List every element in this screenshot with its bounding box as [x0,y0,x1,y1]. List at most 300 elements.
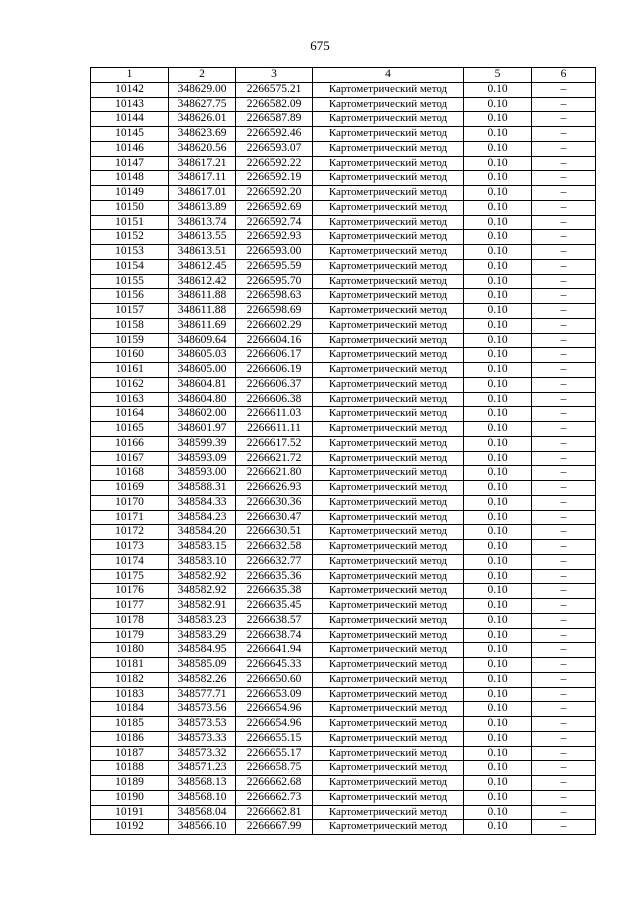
table-row [91,112,596,127]
accuracy-cell: 0.10 [464,392,532,407]
note-cell: – [532,746,596,761]
table-row [91,289,596,304]
accuracy-cell: 0.10 [464,230,532,245]
point-number-cell: 10172 [91,525,169,540]
method-cell: Картометрический метод [313,230,464,245]
y-coordinate-cell: 2266654.96 [236,702,313,717]
accuracy-cell: 0.10 [464,245,532,260]
table-row [91,746,596,761]
y-coordinate-cell: 2266653.09 [236,687,313,702]
y-coordinate-cell: 2266655.15 [236,731,313,746]
note-cell: – [532,790,596,805]
x-coordinate-cell: 348573.53 [169,717,236,732]
y-coordinate-cell: 2266658.75 [236,761,313,776]
table-row [91,82,596,97]
x-coordinate-cell: 348582.26 [169,672,236,687]
x-coordinate-cell: 348617.01 [169,186,236,201]
table-row [91,540,596,555]
table-row [91,731,596,746]
table-row [91,245,596,260]
point-number-cell: 10147 [91,156,169,171]
x-coordinate-cell: 348584.33 [169,495,236,510]
note-cell: – [532,348,596,363]
x-coordinate-cell: 348568.13 [169,776,236,791]
method-cell: Картометрический метод [313,584,464,599]
method-cell: Картометрический метод [313,156,464,171]
note-cell: – [532,215,596,230]
y-coordinate-cell: 2266602.29 [236,318,313,333]
note-cell: – [532,805,596,820]
x-coordinate-cell: 348620.56 [169,141,236,156]
y-coordinate-cell: 2266638.57 [236,613,313,628]
method-cell: Картометрический метод [313,407,464,422]
note-cell: – [532,259,596,274]
column-header-5: 5 [464,68,532,83]
accuracy-cell: 0.10 [464,643,532,658]
y-coordinate-cell: 2266611.11 [236,422,313,437]
table-row [91,259,596,274]
y-coordinate-cell: 2266632.58 [236,540,313,555]
table-row [91,717,596,732]
x-coordinate-cell: 348582.91 [169,599,236,614]
table-row [91,127,596,142]
note-cell: – [532,304,596,319]
x-coordinate-cell: 348573.33 [169,731,236,746]
point-number-cell: 10152 [91,230,169,245]
point-number-cell: 10170 [91,495,169,510]
x-coordinate-cell: 348568.10 [169,790,236,805]
method-cell: Картометрический метод [313,761,464,776]
note-cell: – [532,289,596,304]
x-coordinate-cell: 348617.11 [169,171,236,186]
table-row [91,318,596,333]
table-body [91,82,596,834]
note-cell: – [532,230,596,245]
x-coordinate-cell: 348593.00 [169,466,236,481]
accuracy-cell: 0.10 [464,112,532,127]
table-row [91,200,596,215]
note-cell: – [532,481,596,496]
accuracy-cell: 0.10 [464,422,532,437]
point-number-cell: 10153 [91,245,169,260]
y-coordinate-cell: 2266606.17 [236,348,313,363]
method-cell: Картометрический метод [313,333,464,348]
table-row [91,628,596,643]
method-cell: Картометрический метод [313,245,464,260]
method-cell: Картометрический метод [313,97,464,112]
y-coordinate-cell: 2266592.93 [236,230,313,245]
table-row [91,643,596,658]
method-cell: Картометрический метод [313,628,464,643]
x-coordinate-cell: 348573.32 [169,746,236,761]
point-number-cell: 10169 [91,481,169,496]
point-number-cell: 10165 [91,422,169,437]
page-number: 675 [310,38,330,53]
y-coordinate-cell: 2266598.69 [236,304,313,319]
x-coordinate-cell: 348583.10 [169,554,236,569]
point-number-cell: 10159 [91,333,169,348]
x-coordinate-cell: 348627.75 [169,97,236,112]
point-number-cell: 10156 [91,289,169,304]
y-coordinate-cell: 2266626.93 [236,481,313,496]
point-number-cell: 10166 [91,436,169,451]
accuracy-cell: 0.10 [464,658,532,673]
accuracy-cell: 0.10 [464,584,532,599]
method-cell: Картометрический метод [313,495,464,510]
y-coordinate-cell: 2266655.17 [236,746,313,761]
note-cell: – [532,495,596,510]
method-cell: Картометрический метод [313,672,464,687]
x-coordinate-cell: 348584.95 [169,643,236,658]
x-coordinate-cell: 348609.64 [169,333,236,348]
point-number-cell: 10154 [91,259,169,274]
method-cell: Картометрический метод [313,569,464,584]
accuracy-cell: 0.10 [464,790,532,805]
y-coordinate-cell: 2266606.19 [236,363,313,378]
point-number-cell: 10160 [91,348,169,363]
table-row [91,510,596,525]
point-number-cell: 10155 [91,274,169,289]
accuracy-cell: 0.10 [464,304,532,319]
x-coordinate-cell: 348626.01 [169,112,236,127]
y-coordinate-cell: 2266592.69 [236,200,313,215]
method-cell: Картометрический метод [313,731,464,746]
table-row [91,171,596,186]
y-coordinate-cell: 2266638.74 [236,628,313,643]
note-cell: – [532,141,596,156]
note-cell: – [532,643,596,658]
x-coordinate-cell: 348613.74 [169,215,236,230]
accuracy-cell: 0.10 [464,495,532,510]
method-cell: Картометрический метод [313,436,464,451]
note-cell: – [532,451,596,466]
method-cell: Картометрический метод [313,776,464,791]
point-number-cell: 10178 [91,613,169,628]
accuracy-cell: 0.10 [464,805,532,820]
note-cell: – [532,377,596,392]
y-coordinate-cell: 2266593.00 [236,245,313,260]
method-cell: Картометрический метод [313,200,464,215]
y-coordinate-cell: 2266592.74 [236,215,313,230]
note-cell: – [532,363,596,378]
accuracy-cell: 0.10 [464,289,532,304]
method-cell: Картометрический метод [313,658,464,673]
method-cell: Картометрический метод [313,510,464,525]
note-cell: – [532,156,596,171]
y-coordinate-cell: 2266654.96 [236,717,313,732]
column-header-3: 3 [236,68,313,83]
table-row [91,687,596,702]
y-coordinate-cell: 2266592.19 [236,171,313,186]
point-number-cell: 10174 [91,554,169,569]
table-row [91,790,596,805]
table-row [91,820,596,835]
x-coordinate-cell: 348585.09 [169,658,236,673]
method-cell: Картометрический метод [313,171,464,186]
point-number-cell: 10143 [91,97,169,112]
point-number-cell: 10183 [91,687,169,702]
note-cell: – [532,540,596,555]
note-cell: – [532,436,596,451]
x-coordinate-cell: 348612.42 [169,274,236,289]
note-cell: – [532,112,596,127]
point-number-cell: 10181 [91,658,169,673]
accuracy-cell: 0.10 [464,687,532,702]
method-cell: Картометрический метод [313,451,464,466]
y-coordinate-cell: 2266598.63 [236,289,313,304]
y-coordinate-cell: 2266621.80 [236,466,313,481]
method-cell: Картометрический метод [313,141,464,156]
x-coordinate-cell: 348613.55 [169,230,236,245]
point-number-cell: 10186 [91,731,169,746]
accuracy-cell: 0.10 [464,186,532,201]
accuracy-cell: 0.10 [464,436,532,451]
point-number-cell: 10167 [91,451,169,466]
x-coordinate-cell: 348611.88 [169,289,236,304]
x-coordinate-cell: 348612.45 [169,259,236,274]
y-coordinate-cell: 2266604.16 [236,333,313,348]
y-coordinate-cell: 2266575.21 [236,82,313,97]
table-row [91,525,596,540]
note-cell: – [532,127,596,142]
method-cell: Картометрический метод [313,392,464,407]
accuracy-cell: 0.10 [464,97,532,112]
accuracy-cell: 0.10 [464,259,532,274]
point-number-cell: 10176 [91,584,169,599]
y-coordinate-cell: 2266606.38 [236,392,313,407]
x-coordinate-cell: 348623.69 [169,127,236,142]
table-row [91,569,596,584]
accuracy-cell: 0.10 [464,377,532,392]
table-row [91,377,596,392]
method-cell: Картометрический метод [313,82,464,97]
point-number-cell: 10171 [91,510,169,525]
x-coordinate-cell: 348605.03 [169,348,236,363]
table-row [91,776,596,791]
note-cell: – [532,599,596,614]
point-number-cell: 10144 [91,112,169,127]
y-coordinate-cell: 2266595.70 [236,274,313,289]
note-cell: – [532,274,596,289]
accuracy-cell: 0.10 [464,776,532,791]
accuracy-cell: 0.10 [464,156,532,171]
note-cell: – [532,171,596,186]
accuracy-cell: 0.10 [464,525,532,540]
y-coordinate-cell: 2266593.07 [236,141,313,156]
table-row [91,422,596,437]
x-coordinate-cell: 348584.23 [169,510,236,525]
method-cell: Картометрический метод [313,805,464,820]
accuracy-cell: 0.10 [464,466,532,481]
note-cell: – [532,245,596,260]
y-coordinate-cell: 2266617.52 [236,436,313,451]
point-number-cell: 10175 [91,569,169,584]
x-coordinate-cell: 348577.71 [169,687,236,702]
table-row [91,495,596,510]
table-row [91,554,596,569]
note-cell: – [532,407,596,422]
table-row [91,481,596,496]
accuracy-cell: 0.10 [464,599,532,614]
table-row [91,466,596,481]
method-cell: Картометрический метод [313,186,464,201]
point-number-cell: 10187 [91,746,169,761]
y-coordinate-cell: 2266592.20 [236,186,313,201]
point-number-cell: 10146 [91,141,169,156]
x-coordinate-cell: 348599.39 [169,436,236,451]
accuracy-cell: 0.10 [464,702,532,717]
table-row [91,672,596,687]
method-cell: Картометрический метод [313,304,464,319]
note-cell: – [532,613,596,628]
point-number-cell: 10145 [91,127,169,142]
y-coordinate-cell: 2266662.73 [236,790,313,805]
note-cell: – [532,200,596,215]
method-cell: Картометрический метод [313,525,464,540]
coordinates-table [90,67,596,835]
accuracy-cell: 0.10 [464,348,532,363]
accuracy-cell: 0.10 [464,717,532,732]
y-coordinate-cell: 2266582.09 [236,97,313,112]
point-number-cell: 10151 [91,215,169,230]
point-number-cell: 10182 [91,672,169,687]
x-coordinate-cell: 348583.15 [169,540,236,555]
note-cell: – [532,731,596,746]
y-coordinate-cell: 2266662.81 [236,805,313,820]
y-coordinate-cell: 2266650.60 [236,672,313,687]
method-cell: Картометрический метод [313,599,464,614]
x-coordinate-cell: 348582.92 [169,584,236,599]
note-cell: – [532,717,596,732]
accuracy-cell: 0.10 [464,200,532,215]
method-cell: Картометрический метод [313,790,464,805]
y-coordinate-cell: 2266641.94 [236,643,313,658]
x-coordinate-cell: 348584.20 [169,525,236,540]
method-cell: Картометрический метод [313,702,464,717]
method-cell: Картометрический метод [313,377,464,392]
accuracy-cell: 0.10 [464,333,532,348]
accuracy-cell: 0.10 [464,540,532,555]
note-cell: – [532,333,596,348]
table-row [91,613,596,628]
accuracy-cell: 0.10 [464,407,532,422]
note-cell: – [532,186,596,201]
point-number-cell: 10188 [91,761,169,776]
x-coordinate-cell: 348604.80 [169,392,236,407]
method-cell: Картометрический метод [313,613,464,628]
x-coordinate-cell: 348605.00 [169,363,236,378]
note-cell: – [532,584,596,599]
x-coordinate-cell: 348593.09 [169,451,236,466]
point-number-cell: 10177 [91,599,169,614]
table-row [91,436,596,451]
table-row [91,141,596,156]
x-coordinate-cell: 348583.29 [169,628,236,643]
accuracy-cell: 0.10 [464,510,532,525]
x-coordinate-cell: 348601.97 [169,422,236,437]
x-coordinate-cell: 348566.10 [169,820,236,835]
point-number-cell: 10168 [91,466,169,481]
method-cell: Картометрический метод [313,466,464,481]
accuracy-cell: 0.10 [464,274,532,289]
method-cell: Картометрический метод [313,481,464,496]
x-coordinate-cell: 348568.04 [169,805,236,820]
accuracy-cell: 0.10 [464,141,532,156]
method-cell: Картометрический метод [313,554,464,569]
accuracy-cell: 0.10 [464,127,532,142]
point-number-cell: 10163 [91,392,169,407]
note-cell: – [532,702,596,717]
point-number-cell: 10150 [91,200,169,215]
method-cell: Картометрический метод [313,289,464,304]
note-cell: – [532,82,596,97]
table-row [91,658,596,673]
note-cell: – [532,820,596,835]
x-coordinate-cell: 348571.23 [169,761,236,776]
table-row [91,230,596,245]
method-cell: Картометрический метод [313,687,464,702]
method-cell: Картометрический метод [313,127,464,142]
table-row [91,97,596,112]
method-cell: Картометрический метод [313,259,464,274]
point-number-cell: 10142 [91,82,169,97]
table-row [91,215,596,230]
point-number-cell: 10179 [91,628,169,643]
accuracy-cell: 0.10 [464,613,532,628]
x-coordinate-cell: 348611.88 [169,304,236,319]
note-cell: – [532,466,596,481]
accuracy-cell: 0.10 [464,628,532,643]
x-coordinate-cell: 348602.00 [169,407,236,422]
method-cell: Картометрический метод [313,112,464,127]
accuracy-cell: 0.10 [464,820,532,835]
table-row [91,392,596,407]
note-cell: – [532,776,596,791]
y-coordinate-cell: 2266667.99 [236,820,313,835]
point-number-cell: 10185 [91,717,169,732]
point-number-cell: 10184 [91,702,169,717]
table-row [91,407,596,422]
point-number-cell: 10149 [91,186,169,201]
accuracy-cell: 0.10 [464,451,532,466]
point-number-cell: 10158 [91,318,169,333]
point-number-cell: 10173 [91,540,169,555]
note-cell: – [532,318,596,333]
accuracy-cell: 0.10 [464,569,532,584]
y-coordinate-cell: 2266635.36 [236,569,313,584]
note-cell: – [532,97,596,112]
note-cell: – [532,554,596,569]
y-coordinate-cell: 2266621.72 [236,451,313,466]
note-cell: – [532,569,596,584]
table-row [91,761,596,776]
table-row [91,363,596,378]
accuracy-cell: 0.10 [464,318,532,333]
table-row [91,451,596,466]
method-cell: Картометрический метод [313,422,464,437]
note-cell: – [532,672,596,687]
y-coordinate-cell: 2266630.51 [236,525,313,540]
method-cell: Картометрический метод [313,363,464,378]
x-coordinate-cell: 348613.89 [169,200,236,215]
method-cell: Картометрический метод [313,318,464,333]
note-cell: – [532,628,596,643]
x-coordinate-cell: 348613.51 [169,245,236,260]
accuracy-cell: 0.10 [464,481,532,496]
y-coordinate-cell: 2266606.37 [236,377,313,392]
y-coordinate-cell: 2266587.89 [236,112,313,127]
column-header-1: 1 [91,68,169,83]
